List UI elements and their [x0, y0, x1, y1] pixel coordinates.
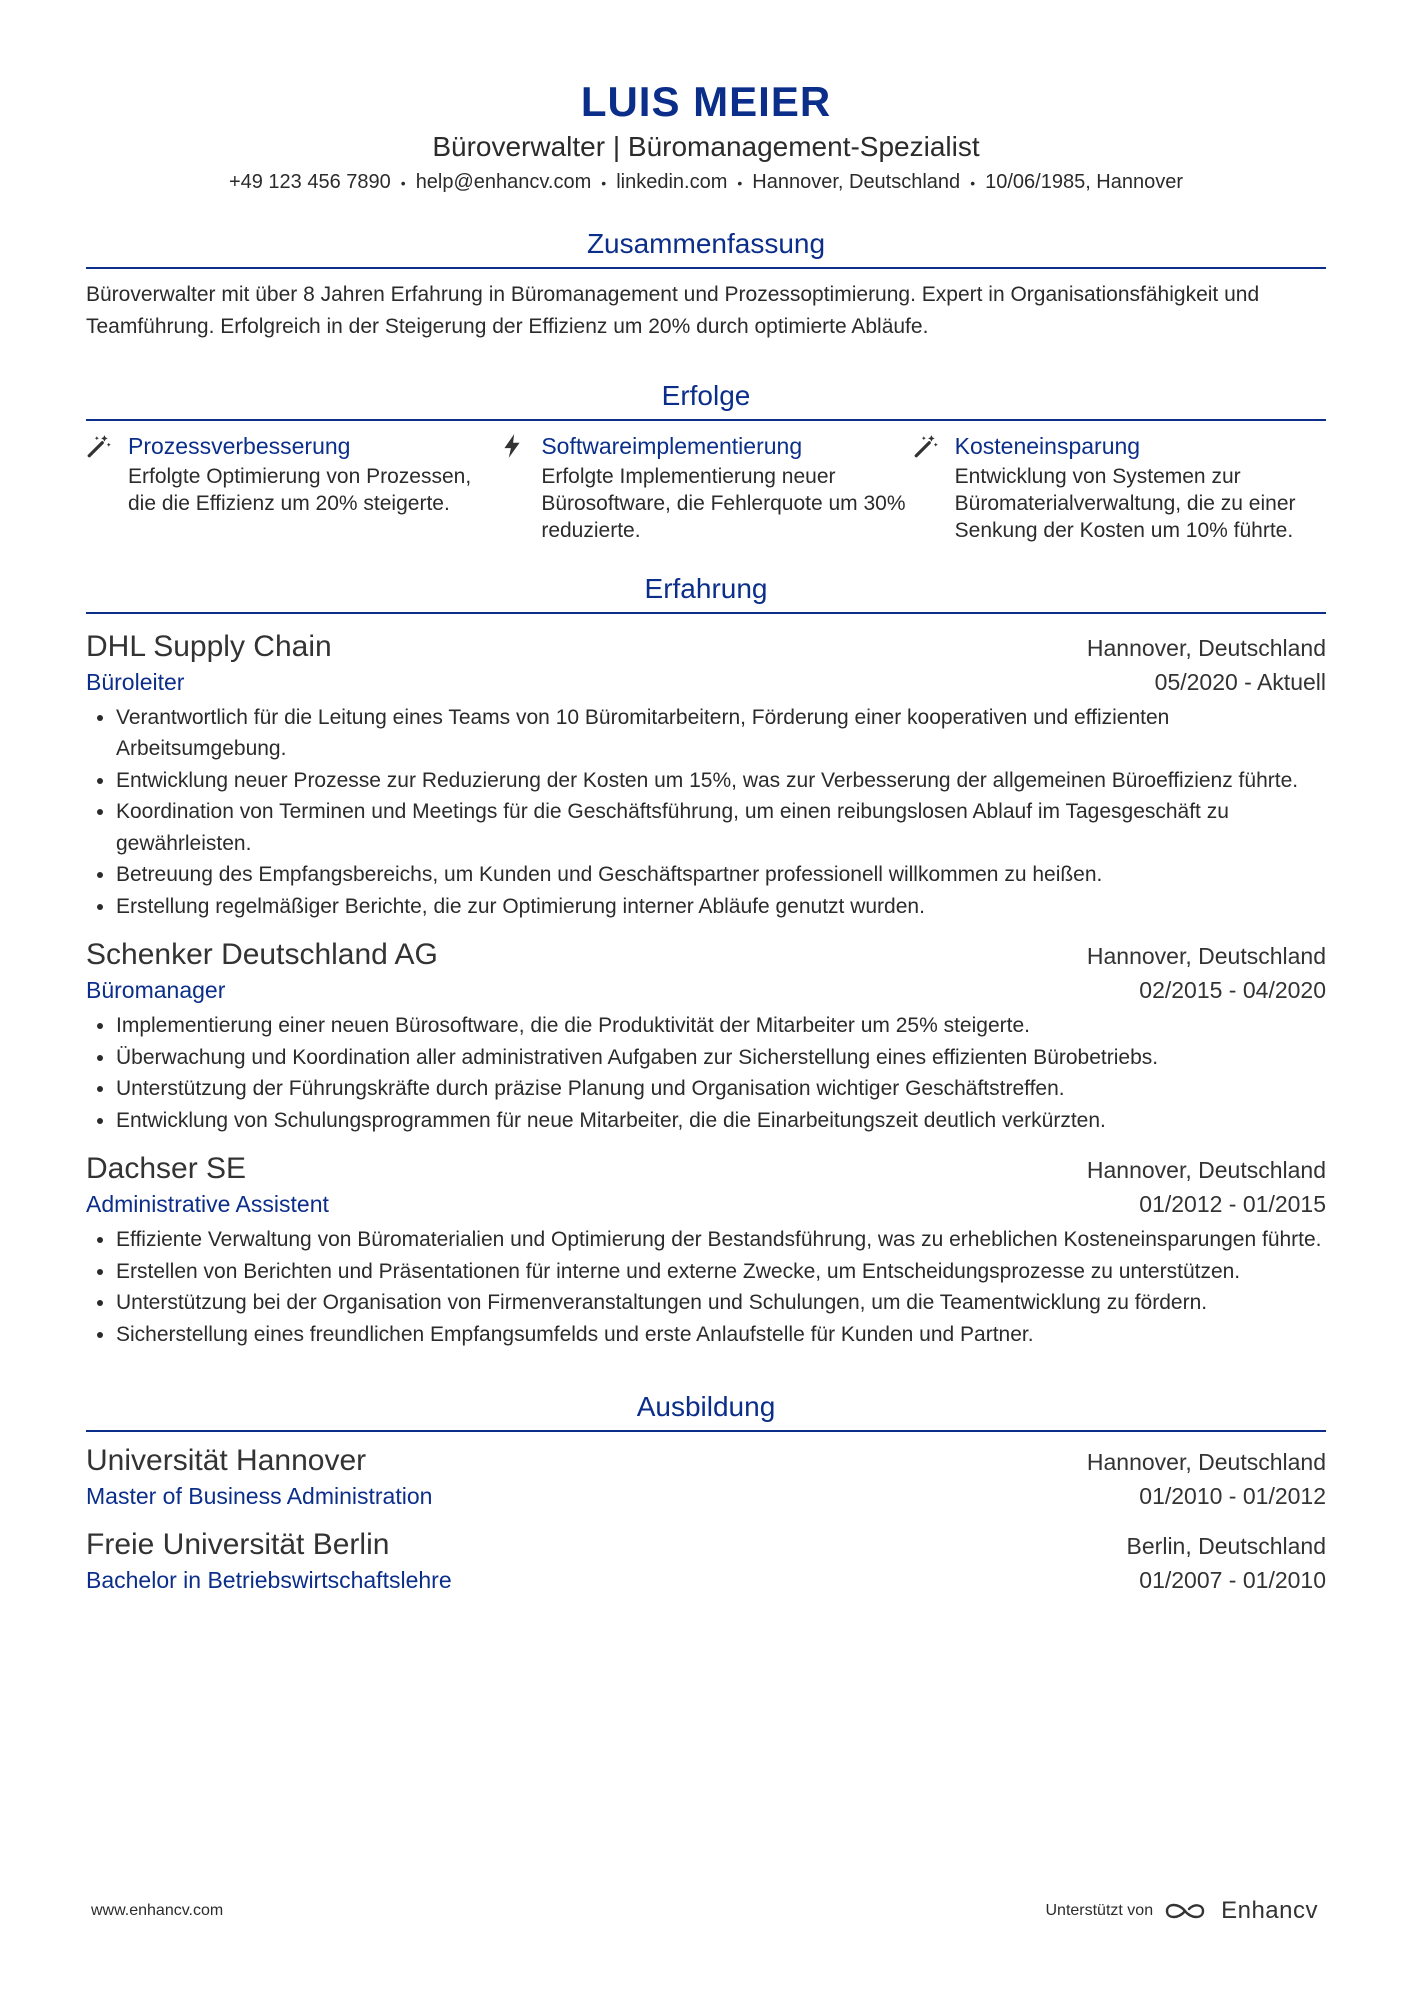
company-name: Schenker Deutschland AG — [86, 938, 438, 972]
experience-section — [86, 572, 1326, 1351]
footer-website-link[interactable]: www.enhancv.com — [91, 1902, 224, 1919]
phone: +49 123 456 7890 — [228, 171, 391, 193]
powered-by-label: Unterstützt von — [1045, 1902, 1154, 1919]
job-bullets — [86, 702, 1326, 923]
list-item: • Entwicklung neuer Prozesse zur Reduzierung der Kosten um 15%, was zur Verbesserung der allgemeinen Büroeffizienz führte. — [116, 765, 1326, 797]
job-entry — [86, 936, 1326, 1136]
school-name: Universität Hannover — [86, 1444, 367, 1478]
summary-section — [86, 227, 1326, 343]
bullet-separator: • — [737, 174, 743, 191]
list-item: • Verantwortlich für die Leitung eines Teams von 10 Büromitarbeitern, Förderung einer kooperativen und effizienten Arbeitsumgebung. — [116, 702, 1326, 765]
list-item: • Koordination von Terminen und Meetings für die Geschäftsführung, um einen reibungslosen Ablauf im Tagesgeschäft zu gewährleisten. — [116, 796, 1326, 859]
linkedin: linkedin.com — [616, 171, 728, 193]
powered-by — [1045, 1897, 1318, 1925]
list-item: • Sicherstellung eines freundlichen Empfangsumfelds und erste Anlaufstelle für Kunden und Partner. — [116, 1319, 1326, 1351]
achievement-item — [913, 431, 1326, 544]
school-name: Freie Universität Berlin — [86, 1528, 390, 1562]
job-location: Hannover, Deutschland — [1086, 943, 1326, 970]
achievement-text: Erfolgte Implementierung neuer Bürosoftware, die Fehlerquote um 30% reduzierte. — [541, 464, 906, 542]
birth-info: 10/06/1985, Hannover — [985, 171, 1184, 193]
list-item: • Überwachung und Koordination aller administrativen Aufgaben zur Sicherstellung eines effizienten Bürobetriebs. — [116, 1042, 1326, 1074]
job-bullets — [86, 1224, 1326, 1350]
list-item: • Entwicklung von Schulungsprogrammen für neue Mitarbeiter, die die Einarbeitungszeit deutlich verkürzten. — [116, 1105, 1326, 1137]
contact-line — [86, 168, 1326, 197]
achievement-text: Erfolgte Optimierung von Prozessen, die die Effizienz um 20% steigerte. — [128, 464, 472, 515]
job-dates: 05/2020 - Aktuell — [1154, 668, 1326, 695]
section-divider — [86, 612, 1326, 614]
section-title-education: Ausbildung — [636, 1391, 776, 1423]
bullet-separator: • — [970, 174, 976, 191]
achievement-title: Softwareimplementierung — [541, 432, 803, 459]
job-entry — [86, 628, 1326, 923]
section-divider — [86, 267, 1326, 269]
bullet-separator: • — [601, 174, 607, 191]
job-role: Büroleiter — [86, 668, 185, 695]
resume-page — [86, 0, 1326, 1596]
degree: Master of Business Administration — [86, 1483, 433, 1510]
job-bullets — [86, 1010, 1326, 1136]
section-divider — [86, 1430, 1326, 1432]
job-role: Büromanager — [86, 977, 226, 1004]
enhancv-brand: Enhancv — [1221, 1897, 1318, 1924]
magic-wand-icon — [913, 431, 955, 544]
degree: Bachelor in Betriebswirtschaftslehre — [86, 1567, 452, 1594]
email: help@enhancv.com — [415, 171, 592, 193]
job-location: Hannover, Deutschland — [1086, 1157, 1326, 1184]
education-entry — [86, 1526, 1326, 1596]
job-location: Hannover, Deutschland — [1086, 634, 1326, 661]
achievement-title: Kosteneinsparung — [954, 432, 1141, 459]
school-location: Hannover, Deutschland — [1086, 1449, 1326, 1476]
section-divider — [86, 419, 1326, 421]
achievement-title: Prozessverbesserung — [128, 432, 351, 459]
achievement-item — [86, 431, 499, 544]
location: Hannover, Deutschland — [752, 171, 961, 193]
job-dates: 01/2012 - 01/2015 — [1139, 1191, 1326, 1218]
section-title-experience: Erfahrung — [644, 572, 768, 604]
resume-header — [86, 78, 1326, 197]
section-title-summary: Zusammenfassung — [586, 227, 826, 259]
job-dates: 02/2015 - 04/2020 — [1139, 977, 1326, 1004]
list-item: • Betreuung des Empfangsbereichs, um Kunden und Geschäftspartner professionell willkommen zu heißen. — [116, 859, 1326, 891]
education-dates: 01/2010 - 01/2012 — [1139, 1483, 1326, 1510]
list-item: • Erstellen von Berichten und Präsentationen für interne und externe Zwecke, um Entscheidungsprozesse zu unterstützen. — [116, 1256, 1326, 1288]
education-dates: 01/2007 - 01/2010 — [1139, 1567, 1326, 1594]
job-entry — [86, 1150, 1326, 1350]
achievements-section — [86, 379, 1326, 544]
page-footer — [91, 1897, 1318, 1925]
company-name: DHL Supply Chain — [86, 629, 332, 663]
job-role: Administrative Assistent — [86, 1191, 329, 1218]
company-name: Dachser SE — [86, 1152, 247, 1186]
list-item: • Effiziente Verwaltung von Büromaterialien und Optimierung der Bestandsführung, was zu erheblichen Kosteneinsparungen führte. — [116, 1224, 1326, 1256]
bullet-separator: • — [400, 174, 406, 191]
education-entry — [86, 1442, 1326, 1512]
list-item: • Implementierung einer neuen Bürosoftware, die die Produktivität der Mitarbeiter um 25% steigerte. — [116, 1010, 1326, 1042]
achievement-item — [499, 431, 912, 544]
magic-wand-icon — [86, 431, 128, 544]
section-title-achievements: Erfolge — [661, 379, 751, 411]
list-item: • Unterstützung der Führungskräfte durch präzise Planung und Organisation wichtiger Geschäftstreffen. — [116, 1073, 1326, 1105]
list-item: • Erstellung regelmäßiger Berichte, die zur Optimierung interner Abläufe genutzt wurden. — [116, 891, 1326, 923]
school-location: Berlin, Deutschland — [1126, 1533, 1326, 1560]
achievement-text: Entwicklung von Systemen zur Büromaterialverwaltung, die zu einer Senkung der Kosten um 10% führte. — [954, 464, 1296, 542]
summary-text: Büroverwalter mit über 8 Jahren Erfahrung in Büromanagement und Prozessoptimierung. Expert in Organisationsfähigkeit und Teamführung. Erfolgreich in der Steigerung der Effizienz um 20% durch optimierte Abläufe. — [86, 282, 1260, 338]
education-section — [86, 1390, 1326, 1596]
candidate-title: Büroverwalter | Büromanagement-Spezialist — [432, 131, 980, 162]
candidate-name: LUIS MEIER — [580, 78, 832, 125]
enhancv-logo-icon — [1163, 1900, 1211, 1922]
list-item: • Unterstützung bei der Organisation von Firmenveranstaltungen und Schulungen, um die Teamentwicklung zu fördern. — [116, 1287, 1326, 1319]
lightning-bolt-icon — [499, 431, 541, 544]
